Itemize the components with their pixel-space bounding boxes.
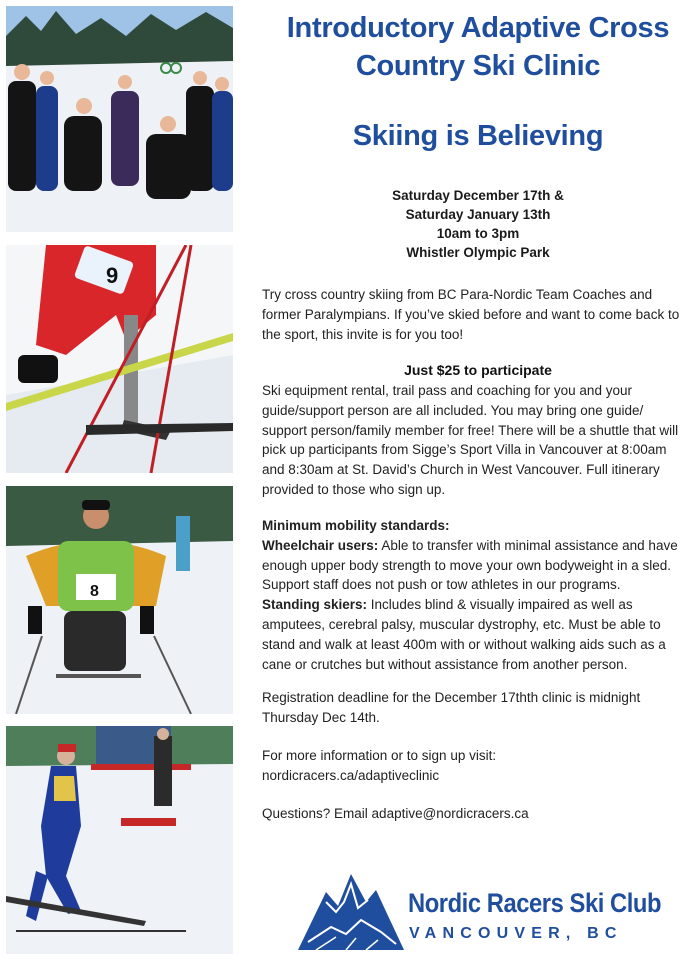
signup-link[interactable]: nordicracers.ca/adaptiveclinic bbox=[262, 768, 440, 783]
photo-group-skiers bbox=[6, 6, 233, 232]
photo-race-skier bbox=[6, 726, 233, 954]
photo-standing-skier bbox=[6, 245, 233, 473]
wheelchair-text: Able to transfer with minimal assistance and have enough upper body strength to move your own bodyweight in a sled. Support staff does not push or tow athletes in our programs. bbox=[262, 537, 678, 593]
wheelchair-label: Wheelchair users: bbox=[262, 537, 379, 553]
club-name: Nordic Racers Ski Club bbox=[408, 888, 662, 918]
mountain-bear-icon bbox=[296, 872, 406, 952]
club-logo bbox=[296, 872, 662, 952]
info-line: For more information or to sign up visit: bbox=[262, 748, 497, 763]
club-location: VANCOUVER, BC bbox=[409, 925, 623, 942]
mobility-standards bbox=[262, 516, 692, 674]
standing-text: Includes blind & visually impaired as well as amputees, cerebral palsy, muscular dystrophy, etc. Must be able to stand and walk at least 400m with or without walking aids such as a cane or crutches but without assistance from another person. bbox=[262, 597, 666, 672]
bib-number-9: 9 bbox=[106, 263, 119, 288]
photo-sit-skier bbox=[6, 486, 233, 714]
schedule-date2: Saturday January 13th bbox=[405, 207, 551, 222]
price-heading: Just $25 to participate bbox=[404, 362, 552, 378]
schedule-date1: Saturday December 17th & bbox=[392, 188, 564, 203]
intro-paragraph: Try cross country skiing from BC Para-Nordic Team Coaches and former Paralympians. If you’ve skied before and want to come back to the sport, this invite is for you too! bbox=[262, 287, 680, 342]
standards-heading: Minimum mobility standards: bbox=[262, 518, 450, 533]
questions-email[interactable]: Questions? Email adaptive@nordicracers.ca bbox=[262, 806, 529, 821]
schedule-location: Whistler Olympic Park bbox=[406, 245, 550, 260]
bib-number-8: 8 bbox=[90, 583, 99, 600]
schedule-time: 10am to 3pm bbox=[436, 226, 520, 241]
standing-label: Standing skiers: bbox=[262, 597, 368, 613]
page-title-line2: Country Ski Clinic bbox=[355, 50, 601, 82]
details-paragraph: Ski equipment rental, trail pass and coaching for you and your guide/support person are all included. You may bring one guide/ support person/family member for free! There will be a shuttle that will pick up participants from Sigge’s Sport Villa in Vancouver at 8:00am and 8:30am at St. David’s Church in West Vancouver. Full itinerary provided to those who sign up. bbox=[262, 383, 679, 497]
page-title-line1: Introductory Adaptive Cross bbox=[286, 12, 670, 44]
registration-deadline: Registration deadline for the December 17thth clinic is midnight Thursday Dec 14th. bbox=[262, 690, 641, 725]
slogan: Skiing is Believing bbox=[352, 120, 604, 152]
